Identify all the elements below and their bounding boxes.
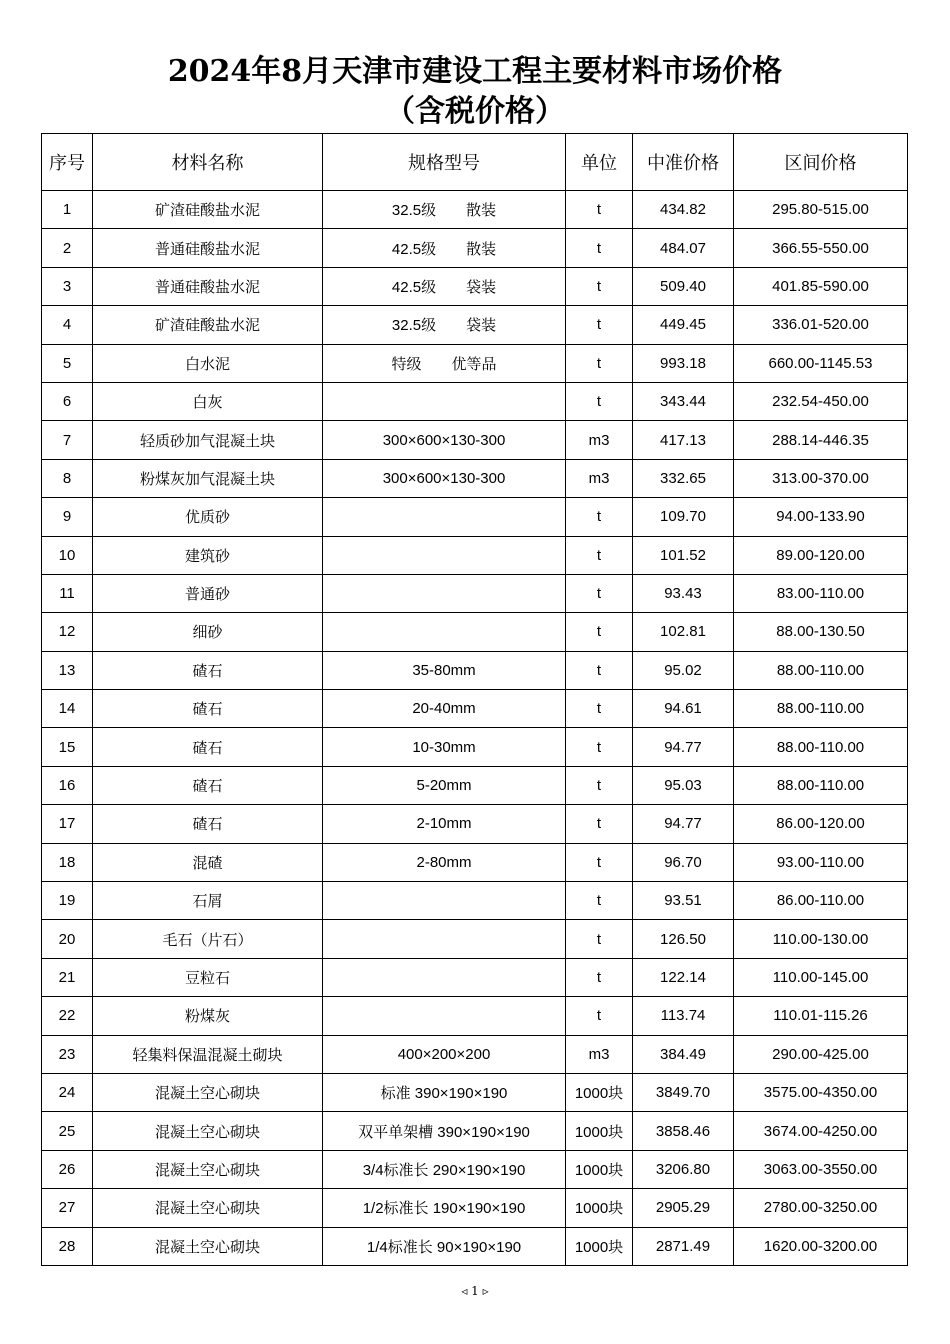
- cell-range: 88.00-110.00: [734, 728, 908, 766]
- cell-mid-price: 122.14: [633, 958, 734, 996]
- cell-mid-price: 102.81: [633, 613, 734, 651]
- cell-unit: 1000块: [566, 1150, 633, 1188]
- table-row: [42, 536, 908, 574]
- table-row: [42, 1227, 908, 1265]
- cell-index: 26: [42, 1150, 93, 1188]
- cell-range: 366.55-550.00: [734, 229, 908, 267]
- cell-unit: m3: [566, 421, 633, 459]
- cell-mid-price: 484.07: [633, 229, 734, 267]
- cell-index: 4: [42, 306, 93, 344]
- cell-spec: 2-80mm: [323, 843, 566, 881]
- cell-mid-price: 3206.80: [633, 1150, 734, 1188]
- cell-spec: 特级 优等品: [323, 344, 566, 382]
- cell-spec: 32.5级 袋装: [323, 306, 566, 344]
- cell-mid-price: 95.02: [633, 651, 734, 689]
- cell-unit: t: [566, 920, 633, 958]
- table-row: [42, 997, 908, 1035]
- cell-range: 83.00-110.00: [734, 574, 908, 612]
- cell-unit: t: [566, 613, 633, 651]
- cell-unit: 1000块: [566, 1227, 633, 1265]
- cell-name: 轻集料保温混凝土砌块: [93, 1035, 323, 1073]
- cell-spec: 400×200×200: [323, 1035, 566, 1073]
- table-row: [42, 882, 908, 920]
- cell-spec: 10-30mm: [323, 728, 566, 766]
- table-row: [42, 651, 908, 689]
- cell-spec: [323, 574, 566, 612]
- cell-unit: t: [566, 997, 633, 1035]
- cell-unit: t: [566, 306, 633, 344]
- cell-index: 24: [42, 1073, 93, 1111]
- table-row: [42, 958, 908, 996]
- cell-unit: 1000块: [566, 1073, 633, 1111]
- cell-spec: 1/4标准长 90×190×190: [323, 1227, 566, 1265]
- cell-index: 14: [42, 690, 93, 728]
- cell-range: 2780.00-3250.00: [734, 1189, 908, 1227]
- cell-spec: 42.5级 袋装: [323, 267, 566, 305]
- cell-mid-price: 93.51: [633, 882, 734, 920]
- cell-name: 混碴: [93, 843, 323, 881]
- cell-index: 15: [42, 728, 93, 766]
- cell-unit: t: [566, 344, 633, 382]
- cell-range: 86.00-110.00: [734, 882, 908, 920]
- cell-name: 碴石: [93, 766, 323, 804]
- cell-range: 88.00-110.00: [734, 766, 908, 804]
- cell-mid-price: 94.77: [633, 728, 734, 766]
- cell-mid-price: 93.43: [633, 574, 734, 612]
- table-row: [42, 728, 908, 766]
- cell-spec: 5-20mm: [323, 766, 566, 804]
- cell-index: 22: [42, 997, 93, 1035]
- cell-mid-price: 509.40: [633, 267, 734, 305]
- header-mid-price: 中准价格: [633, 134, 734, 191]
- cell-index: 3: [42, 267, 93, 305]
- cell-unit: t: [566, 536, 633, 574]
- cell-index: 25: [42, 1112, 93, 1150]
- cell-index: 23: [42, 1035, 93, 1073]
- cell-index: 7: [42, 421, 93, 459]
- cell-range: 89.00-120.00: [734, 536, 908, 574]
- cell-unit: t: [566, 805, 633, 843]
- table-row: [42, 1150, 908, 1188]
- cell-range: 3674.00-4250.00: [734, 1112, 908, 1150]
- cell-range: 290.00-425.00: [734, 1035, 908, 1073]
- header-range: 区间价格: [734, 134, 908, 191]
- cell-range: 110.00-130.00: [734, 920, 908, 958]
- cell-index: 19: [42, 882, 93, 920]
- cell-range: 110.00-145.00: [734, 958, 908, 996]
- cell-name: 粉煤灰: [93, 997, 323, 1035]
- cell-range: 86.00-120.00: [734, 805, 908, 843]
- cell-name: 细砂: [93, 613, 323, 651]
- cell-unit: t: [566, 843, 633, 881]
- cell-name: 豆粒石: [93, 958, 323, 996]
- table-row: [42, 344, 908, 382]
- cell-spec: 2-10mm: [323, 805, 566, 843]
- cell-index: 16: [42, 766, 93, 804]
- cell-index: 20: [42, 920, 93, 958]
- cell-mid-price: 3858.46: [633, 1112, 734, 1150]
- cell-range: 313.00-370.00: [734, 459, 908, 497]
- cell-mid-price: 95.03: [633, 766, 734, 804]
- cell-unit: t: [566, 690, 633, 728]
- table-row: [42, 1073, 908, 1111]
- cell-unit: t: [566, 766, 633, 804]
- cell-name: 白灰: [93, 382, 323, 420]
- cell-mid-price: 993.18: [633, 344, 734, 382]
- cell-spec: [323, 536, 566, 574]
- table-row: [42, 1189, 908, 1227]
- cell-unit: t: [566, 728, 633, 766]
- cell-spec: 300×600×130-300: [323, 421, 566, 459]
- table-row: [42, 498, 908, 536]
- cell-name: 优质砂: [93, 498, 323, 536]
- header-spec: 规格型号: [323, 134, 566, 191]
- cell-index: 2: [42, 229, 93, 267]
- table-row: [42, 920, 908, 958]
- cell-name: 轻质砂加气混凝土块: [93, 421, 323, 459]
- cell-name: 石屑: [93, 882, 323, 920]
- cell-spec: 1/2标准长 190×190×190: [323, 1189, 566, 1227]
- page-number: ◃ 1 ▹: [461, 1284, 489, 1298]
- cell-unit: t: [566, 651, 633, 689]
- table-header-row: [42, 134, 908, 191]
- cell-unit: m3: [566, 1035, 633, 1073]
- cell-unit: m3: [566, 459, 633, 497]
- table-row: [42, 459, 908, 497]
- cell-range: 88.00-110.00: [734, 651, 908, 689]
- cell-mid-price: 2871.49: [633, 1227, 734, 1265]
- cell-mid-price: 101.52: [633, 536, 734, 574]
- cell-name: 矿渣硅酸盐水泥: [93, 306, 323, 344]
- cell-name: 碴石: [93, 728, 323, 766]
- cell-unit: 1000块: [566, 1112, 633, 1150]
- table-row: [42, 690, 908, 728]
- table-row: [42, 766, 908, 804]
- cell-name: 普通硅酸盐水泥: [93, 229, 323, 267]
- table-row: [42, 574, 908, 612]
- cell-spec: [323, 382, 566, 420]
- cell-spec: 32.5级 散装: [323, 191, 566, 229]
- cell-index: 11: [42, 574, 93, 612]
- cell-name: 矿渣硅酸盐水泥: [93, 191, 323, 229]
- cell-index: 5: [42, 344, 93, 382]
- cell-mid-price: 94.77: [633, 805, 734, 843]
- header-unit: 单位: [566, 134, 633, 191]
- cell-unit: t: [566, 229, 633, 267]
- cell-unit: t: [566, 574, 633, 612]
- cell-index: 9: [42, 498, 93, 536]
- cell-spec: [323, 958, 566, 996]
- cell-mid-price: 343.44: [633, 382, 734, 420]
- cell-mid-price: 126.50: [633, 920, 734, 958]
- cell-name: 碴石: [93, 651, 323, 689]
- cell-spec: 20-40mm: [323, 690, 566, 728]
- cell-name: 混凝土空心砌块: [93, 1189, 323, 1227]
- cell-name: 普通砂: [93, 574, 323, 612]
- cell-unit: t: [566, 382, 633, 420]
- cell-unit: t: [566, 498, 633, 536]
- header-index: 序号: [42, 134, 93, 191]
- cell-range: 3063.00-3550.00: [734, 1150, 908, 1188]
- document-subtitle: （含税价格）: [385, 94, 565, 129]
- cell-mid-price: 449.45: [633, 306, 734, 344]
- cell-name: 混凝土空心砌块: [93, 1112, 323, 1150]
- table-row: [42, 805, 908, 843]
- cell-unit: 1000块: [566, 1189, 633, 1227]
- cell-index: 13: [42, 651, 93, 689]
- cell-index: 21: [42, 958, 93, 996]
- cell-name: 粉煤灰加气混凝土块: [93, 459, 323, 497]
- table-row: [42, 843, 908, 881]
- cell-name: 白水泥: [93, 344, 323, 382]
- table-row: [42, 267, 908, 305]
- cell-range: 110.01-115.26: [734, 997, 908, 1035]
- cell-range: 1620.00-3200.00: [734, 1227, 908, 1265]
- cell-index: 27: [42, 1189, 93, 1227]
- cell-spec: 42.5级 散装: [323, 229, 566, 267]
- cell-spec: 双平单架槽 390×190×190: [323, 1112, 566, 1150]
- cell-mid-price: 384.49: [633, 1035, 734, 1073]
- price-table: [41, 133, 908, 1266]
- cell-mid-price: 94.61: [633, 690, 734, 728]
- cell-index: 1: [42, 191, 93, 229]
- cell-index: 12: [42, 613, 93, 651]
- cell-spec: [323, 498, 566, 536]
- cell-mid-price: 2905.29: [633, 1189, 734, 1227]
- cell-range: 401.85-590.00: [734, 267, 908, 305]
- cell-index: 10: [42, 536, 93, 574]
- cell-mid-price: 434.82: [633, 191, 734, 229]
- cell-mid-price: 113.74: [633, 997, 734, 1035]
- cell-spec: 35-80mm: [323, 651, 566, 689]
- cell-spec: [323, 997, 566, 1035]
- header-name: 材料名称: [93, 134, 323, 191]
- table-row: [42, 613, 908, 651]
- cell-name: 碴石: [93, 805, 323, 843]
- cell-mid-price: 417.13: [633, 421, 734, 459]
- cell-name: 碴石: [93, 690, 323, 728]
- cell-range: 88.00-130.50: [734, 613, 908, 651]
- cell-spec: [323, 920, 566, 958]
- cell-name: 混凝土空心砌块: [93, 1150, 323, 1188]
- cell-range: 336.01-520.00: [734, 306, 908, 344]
- cell-range: 88.00-110.00: [734, 690, 908, 728]
- cell-name: 混凝土空心砌块: [93, 1227, 323, 1265]
- cell-name: 混凝土空心砌块: [93, 1073, 323, 1111]
- cell-index: 8: [42, 459, 93, 497]
- cell-name: 普通硅酸盐水泥: [93, 267, 323, 305]
- cell-spec: 3/4标准长 290×190×190: [323, 1150, 566, 1188]
- cell-spec: 标准 390×190×190: [323, 1073, 566, 1111]
- cell-range: 288.14-446.35: [734, 421, 908, 459]
- table-row: [42, 1035, 908, 1073]
- table-row: [42, 382, 908, 420]
- cell-spec: [323, 882, 566, 920]
- cell-index: 17: [42, 805, 93, 843]
- cell-mid-price: 96.70: [633, 843, 734, 881]
- cell-spec: 300×600×130-300: [323, 459, 566, 497]
- cell-range: 94.00-133.90: [734, 498, 908, 536]
- cell-name: 建筑砂: [93, 536, 323, 574]
- cell-unit: t: [566, 882, 633, 920]
- cell-mid-price: 109.70: [633, 498, 734, 536]
- cell-range: 660.00-1145.53: [734, 344, 908, 382]
- cell-range: 295.80-515.00: [734, 191, 908, 229]
- document-title: 2024年8月天津市建设工程主要材料市场价格: [167, 54, 783, 89]
- cell-unit: t: [566, 267, 633, 305]
- cell-range: 232.54-450.00: [734, 382, 908, 420]
- table-row: [42, 229, 908, 267]
- cell-mid-price: 332.65: [633, 459, 734, 497]
- cell-mid-price: 3849.70: [633, 1073, 734, 1111]
- table-row: [42, 306, 908, 344]
- cell-index: 18: [42, 843, 93, 881]
- cell-spec: [323, 613, 566, 651]
- cell-index: 6: [42, 382, 93, 420]
- cell-index: 28: [42, 1227, 93, 1265]
- table-row: [42, 191, 908, 229]
- cell-range: 3575.00-4350.00: [734, 1073, 908, 1111]
- table-body: [42, 191, 908, 1266]
- cell-range: 93.00-110.00: [734, 843, 908, 881]
- table-row: [42, 421, 908, 459]
- cell-unit: t: [566, 958, 633, 996]
- cell-unit: t: [566, 191, 633, 229]
- table-row: [42, 1112, 908, 1150]
- cell-name: 毛石（片石）: [93, 920, 323, 958]
